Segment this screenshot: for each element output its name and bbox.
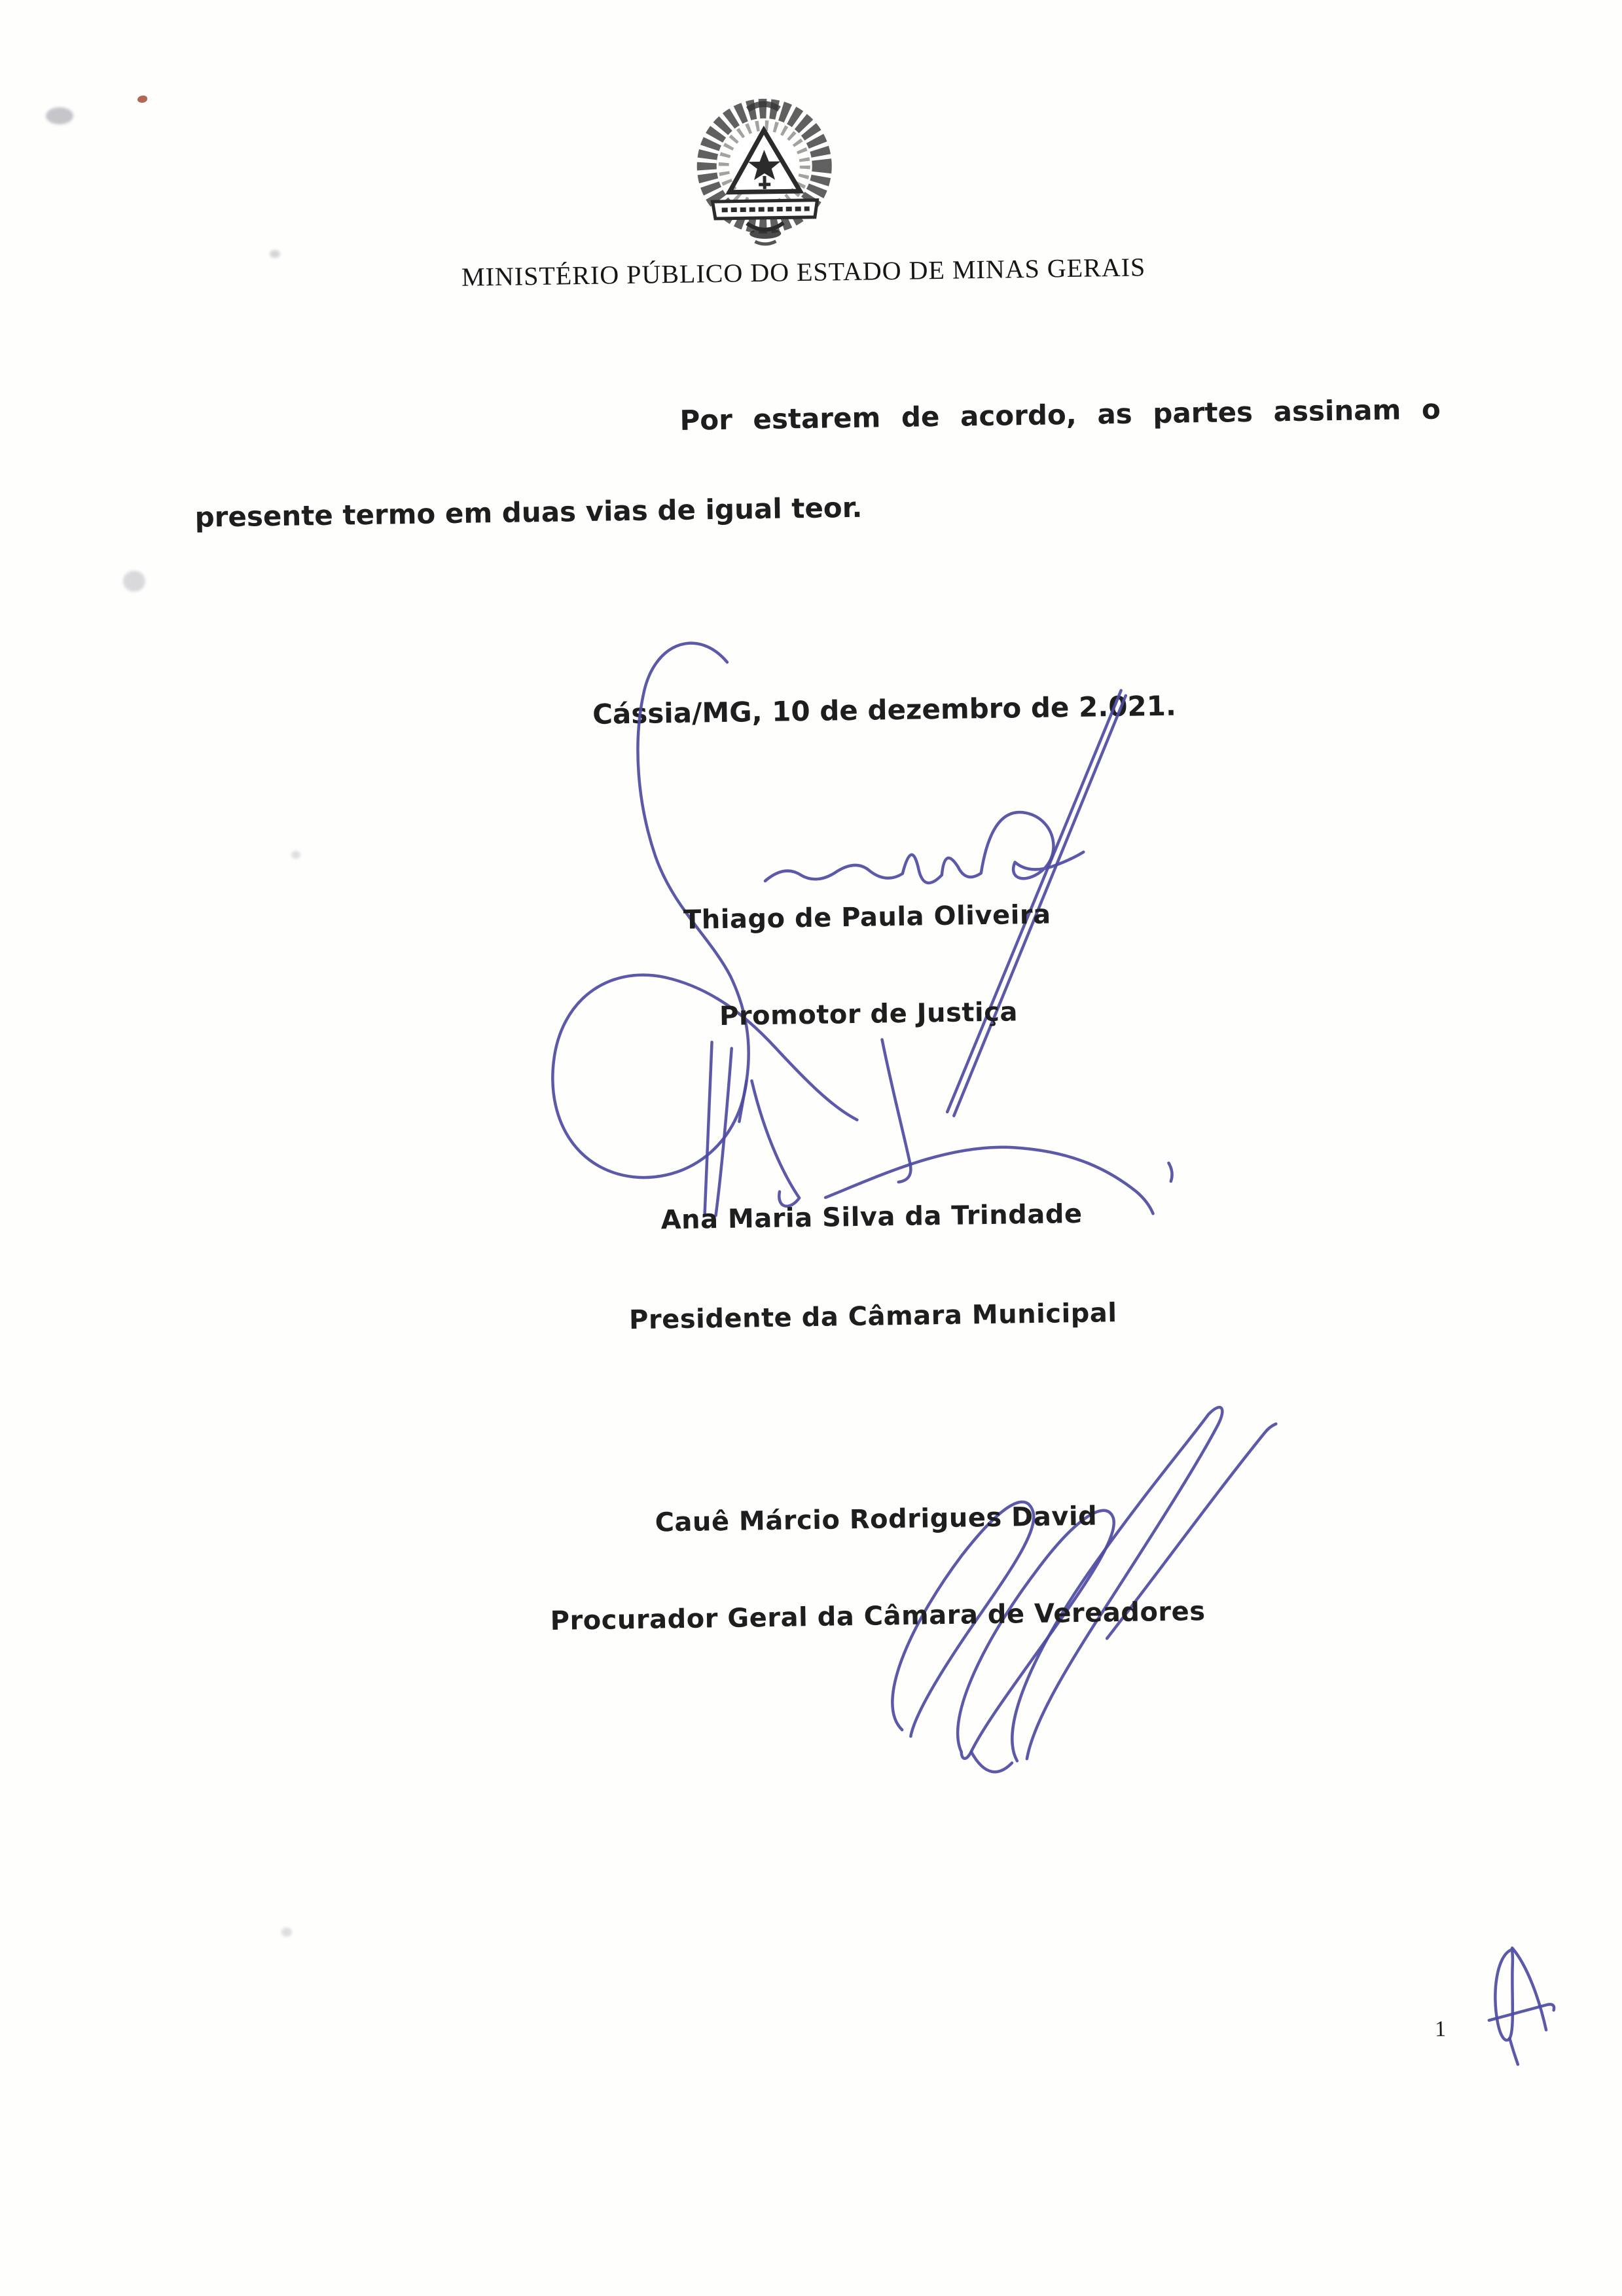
- page-number: 1: [1434, 2017, 1447, 2042]
- signatory-name-promotor: Thiago de Paula Oliveira: [683, 899, 1051, 935]
- signatory-name-procurador: Cauê Márcio Rodrigues David: [655, 1501, 1098, 1538]
- signatory-title-presidente: Presidente da Câmara Municipal: [628, 1298, 1117, 1336]
- procurador-signature-ink: [789, 1354, 1292, 1784]
- place-date-line: Cássia/MG, 10 de dezembro de 2.021.: [592, 689, 1177, 730]
- agreement-paragraph-line-2: presente termo em duas vias de igual teor.: [194, 491, 863, 533]
- signatory-name-presidente: Ana Maria Silva da Trindade: [660, 1198, 1083, 1236]
- signatory-title-promotor: Promotor de Justiça: [719, 997, 1018, 1032]
- signatory-title-procurador: Procurador Geral da Câmara de Vereadores: [550, 1596, 1206, 1636]
- coat-of-arms-icon: [685, 91, 844, 257]
- rubric-initial-ink: [1465, 1939, 1565, 2068]
- promotor-signature-ink: [509, 616, 1212, 1271]
- agreement-paragraph-line-1: Por estarem de acordo, as partes assinam o: [679, 393, 1441, 437]
- org-name-header: MINISTÉRIO PÚBLICO DO ESTADO DE MINAS GERAIS: [461, 252, 1146, 292]
